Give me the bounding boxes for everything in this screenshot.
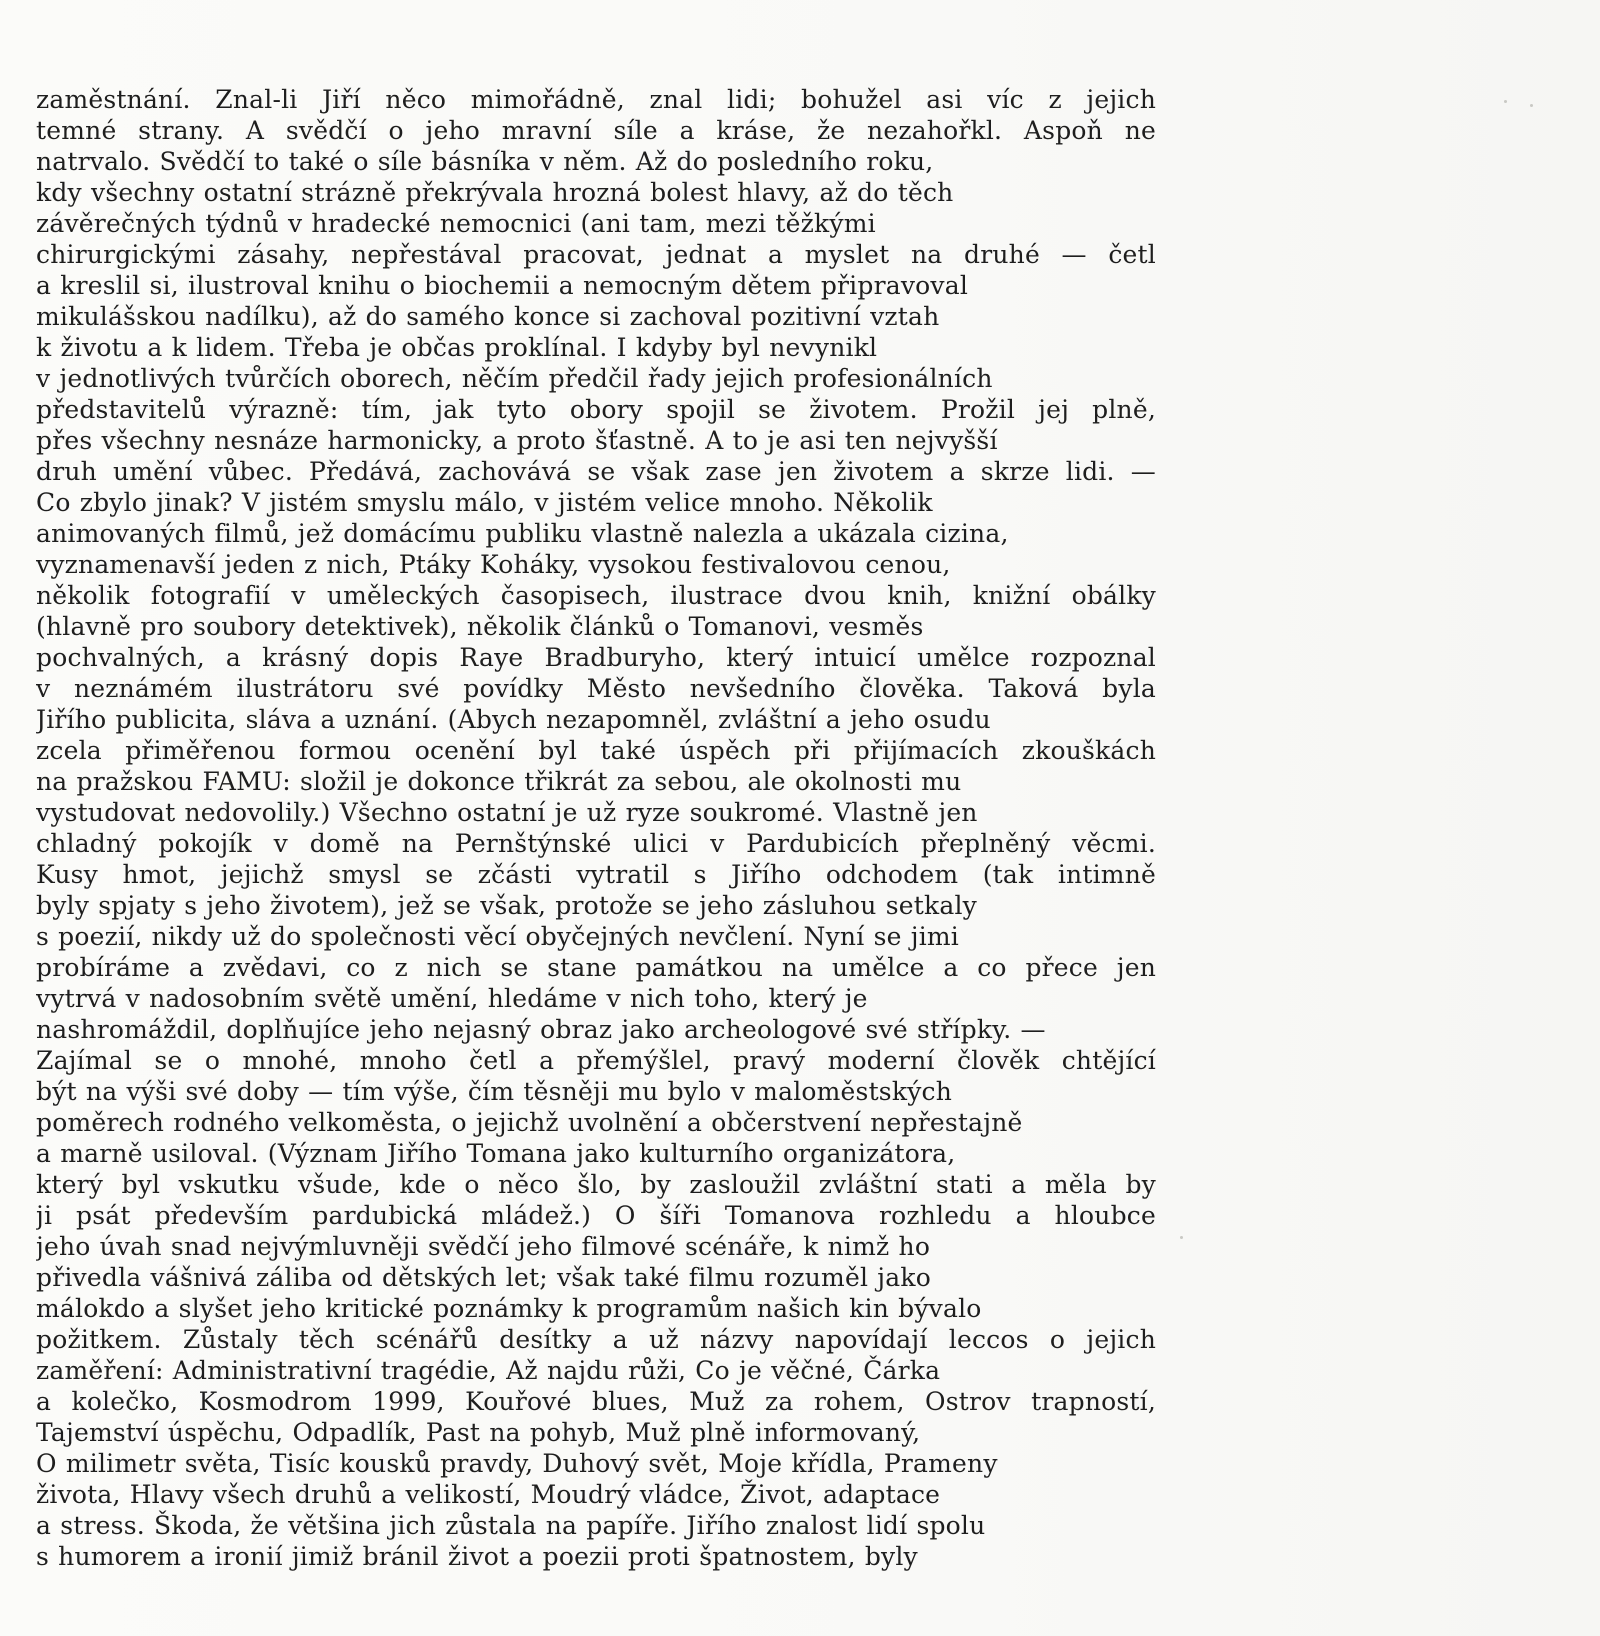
text-line: natrvalo. Svědčí to také o síle básníka v něm. Až do posledního roku, xyxy=(36,147,934,176)
paper-speck xyxy=(1504,100,1507,103)
text-line: s poezií, nikdy už do společnosti věcí obyčejných nevčlení. Nyní se jimi xyxy=(36,922,959,951)
body-text xyxy=(36,84,1156,1572)
text-line: Co zbylo jinak? V jistém smyslu málo, v jistém velice mnoho. Několik xyxy=(36,488,933,517)
text-line: vytrvá v nadosobním světě umění, hledáme v nich toho, který je xyxy=(36,984,868,1013)
text-line: s humorem a ironií jimiž bránil život a poezii proti špatnostem, byly xyxy=(36,1542,918,1571)
text-line: animovaných filmů, jež domácímu publiku vlastně nalezla a ukázala cizina, xyxy=(36,519,1009,548)
text-line: ji psát především pardubická mládež.) O šíři Tomanova rozhledu a hloubce xyxy=(36,1201,1156,1230)
text-line: poměrech rodného velkoměsta, o jejichž uvolnění a občerstvení nepřestajně xyxy=(36,1108,1023,1137)
text-line: kdy všechny ostatní strázně překrývala hrozná bolest hlavy, až do těch xyxy=(36,178,954,207)
text-line: temné strany. A svědčí o jeho mravní síle a kráse, že nezahořkl. Aspoň ne xyxy=(36,116,1156,145)
text-line: a kreslil si, ilustroval knihu o biochemii a nemocným dětem připravoval xyxy=(36,271,969,300)
text-line: představitelů výrazně: tím, jak tyto obory spojil se životem. Prožil jej plně, xyxy=(36,395,1156,424)
text-line: Zajímal se o mnohé, mnoho četl a přemýšlel, pravý moderní člověk chtějící xyxy=(36,1046,1156,1075)
paper-speck xyxy=(1180,1236,1183,1239)
text-line: požitkem. Zůstaly těch scénářů desítky a už názvy napovídají leccos o jejich xyxy=(36,1325,1156,1354)
text-line: přes všechny nesnáze harmonicky, a proto šťastně. A to je asi ten nejvyšší xyxy=(36,426,998,455)
text-line: jeho úvah snad nejvýmluvněji svědčí jeho filmové scénáře, k nimž ho xyxy=(36,1232,931,1261)
text-line: málokdo a slyšet jeho kritické poznámky k programům našich kin bývalo xyxy=(36,1294,982,1323)
text-line: nashromáždil, doplňujíce jeho nejasný obraz jako archeologové své střípky. — xyxy=(36,1015,1046,1044)
text-line: byly spjaty s jeho životem), jež se však, protože se jeho zásluhou setkaly xyxy=(36,891,977,920)
text-line: k životu a k lidem. Třeba je občas proklínal. I kdyby byl nevynikl xyxy=(36,333,878,362)
text-line: vystudovat nedovolily.) Všechno ostatní je už ryze soukromé. Vlastně jen xyxy=(36,798,978,827)
text-line: života, Hlavy všech druhů a velikostí, Moudrý vládce, Život, adaptace xyxy=(36,1480,941,1509)
text-line: zaměření: Administrativní tragédie, Až najdu růži, Co je věčné, Čárka xyxy=(36,1356,941,1385)
text-line: O milimetr světa, Tisíc kousků pravdy, Duhový svět, Moje křídla, Prameny xyxy=(36,1449,998,1478)
text-line: (hlavně pro soubory detektivek), několik článků o Tomanovi, vesměs xyxy=(36,612,924,641)
text-line: několik fotografií v uměleckých časopisech, ilustrace dvou knih, knižní obálky xyxy=(36,581,1156,610)
text-line: druh umění vůbec. Předává, zachovává se však zase jen životem a skrze lidi. — xyxy=(36,457,1156,486)
text-line: na pražskou FAMU: složil je dokonce třikrát za sebou, ale okolnosti mu xyxy=(36,767,962,796)
text-line: chladný pokojík v domě na Pernštýnské ulici v Pardubicích přeplněný věcmi. xyxy=(36,829,1156,858)
text-line: a marně usiloval. (Význam Jiřího Tomana jako kulturního organizátora, xyxy=(36,1139,956,1168)
text-line: probíráme a zvědavi, co z nich se stane památkou na umělce a co přece jen xyxy=(36,953,1156,982)
text-line: mikulášskou nadílku), až do samého konce si zachoval pozitivní vztah xyxy=(36,302,940,331)
text-line: Jiřího publicita, sláva a uznání. (Abych nezapomněl, zvláštní a jeho osudu xyxy=(36,705,991,734)
text-line: v neznámém ilustrátoru své povídky Město nevšedního člověka. Taková byla xyxy=(36,674,1156,703)
text-line: pochvalných, a krásný dopis Raye Bradburyho, který intuicí umělce rozpoznal xyxy=(36,643,1156,672)
text-line: v jednotlivých tvůrčích oborech, něčím předčil řady jejich profesionálních xyxy=(36,364,993,393)
text-line: přivedla vášnivá záliba od dětských let; však také filmu rozuměl jako xyxy=(36,1263,931,1292)
text-line: chirurgickými zásahy, nepřestával pracovat, jednat a myslet na druhé — četl xyxy=(36,240,1156,269)
text-line: zcela přiměřenou formou ocenění byl také úspěch při přijímacích zkouškách xyxy=(36,736,1156,765)
text-line: vyznamenavší jeden z nich, Ptáky Koháky, vysokou festivalovou cenou, xyxy=(36,550,951,579)
text-line: který byl vskutku všude, kde o něco šlo, by zasloužil zvláštní stati a měla by xyxy=(36,1170,1156,1199)
text-line: a stress. Škoda, že většina jich zůstala na papíře. Jiřího znalost lidí spolu xyxy=(36,1511,986,1540)
text-line: Kusy hmot, jejichž smysl se zčásti vytratil s Jiřího odchodem (tak intimně xyxy=(36,860,1156,889)
text-line: a kolečko, Kosmodrom 1999, Kouřové blues, Muž za rohem, Ostrov trapností, xyxy=(36,1387,1156,1416)
text-line: závěrečných týdnů v hradecké nemocnici (ani tam, mezi těžkými xyxy=(36,209,876,238)
paper-speck xyxy=(1530,104,1533,107)
text-line: být na výši své doby — tím výše, čím těsněji mu bylo v maloměstských xyxy=(36,1077,953,1106)
text-line: Tajemství úspěchu, Odpadlík, Past na pohyb, Muž plně informovaný, xyxy=(36,1418,921,1447)
text-line: zaměstnání. Znal-li Jiří něco mimořádně, znal lidi; bohužel asi víc z jejich xyxy=(36,85,1156,114)
